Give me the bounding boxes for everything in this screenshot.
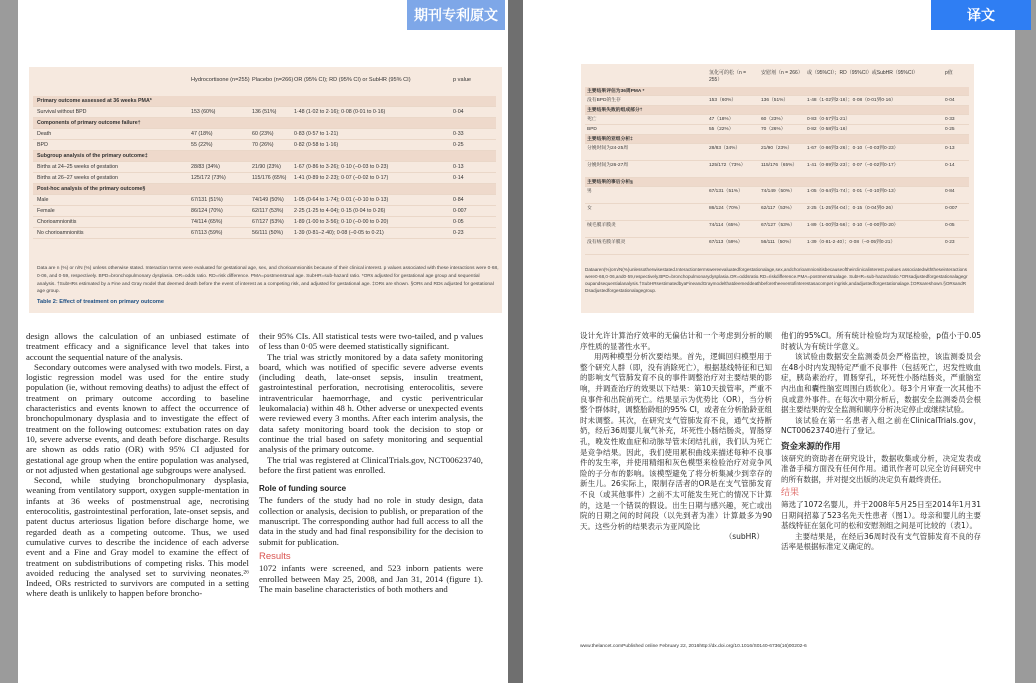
table-row-zh-section xyxy=(585,135,969,144)
table-cell: 70 (26%) xyxy=(252,142,274,148)
translated-table-body xyxy=(585,87,969,255)
table-cell: 0·14 xyxy=(453,175,464,181)
table-cell: 0·82 (0·58 to 1·16) xyxy=(294,142,339,148)
table-cell: 绒毛膜羊膜炎 xyxy=(587,223,616,228)
table-cell: 主要结果评估为36周PMA * xyxy=(587,89,645,94)
table-cell: 62/117（53%） xyxy=(761,206,795,211)
table-cell: 1·67（0·86到3·26）；0·10（–0·03到0·23） xyxy=(807,146,899,151)
table-cell: 0·007 xyxy=(945,206,958,211)
table-row-section xyxy=(33,118,496,129)
paragraph: 设计允许计算治疗效率的无偏估计和一个考虑到分析的顺序性质的显著性水平。 xyxy=(580,331,772,351)
table-cell: 1·89 (1·00 to 3·56); 0·10 (–0·00 to 0·20) xyxy=(294,219,389,225)
table-row-zh xyxy=(585,161,969,178)
table-cell: 136（51%） xyxy=(761,98,789,103)
table-cell: 62/117 (53%) xyxy=(252,208,284,214)
table-cell: 1·05 (0·64 to 1·74); 0·01 (–0·10 to 0·13) xyxy=(294,197,389,203)
table-cell: 死亡 xyxy=(587,117,597,122)
table-cell: BPD xyxy=(37,142,48,148)
paragraph: 该研究的资助者在研究设计，数据收集或分析，决定发表或准备手稿方面没有任何作用。通讯作者可以完全访问研究中的所有数据，并对提交出版的决定负有最终责任。 xyxy=(781,453,981,484)
table-cell: 86/124（70%） xyxy=(709,206,743,211)
table-cell: 55 (22%) xyxy=(191,142,213,148)
table-cell: 74/114（65%） xyxy=(709,223,743,228)
table-row-zh-section xyxy=(585,87,969,96)
table-cell: 153 (60%) xyxy=(191,109,216,115)
table-cell: 153（60%） xyxy=(709,98,737,103)
translated-table-footnote: Dataaren(%)orn/N(%)unlessotherwisestated.Interactiontermswereevaluatedforgestationalage,sex,andchorioamnionitisbecauseoftheirclinicalinterest.pvalues associatedwiththeseinteractionswere0·68,0·06,and0·59,respectively.BPD=bronchopulmonarydysplasia.OR=oddsratio.RD=riskdifference.PMA=postmenstrualage. SubHR=sub-hazardratio.*ORsadjustedforgestationalagegroupandsequentialanalysis.†SubHRsestimatedbyaFineandGraymodelthatdeemeddeathbeforetheeventofinterestasacompet ingrisk,andadjustedforgestationalage.‡ORsareshown.§ORsandRDsadjustedforgestationalagegroup. xyxy=(585,267,968,293)
left-column-b xyxy=(259,331,483,594)
table-row xyxy=(33,107,496,118)
table-row-section xyxy=(33,151,496,162)
table-cell: 0·84 xyxy=(945,189,955,194)
table-cell: 0·25 xyxy=(945,127,955,132)
table-cell: 0·82（0·58到1·16） xyxy=(807,127,851,132)
results-heading: Results xyxy=(259,550,291,562)
paragraph: design allows the calculation of an unbiased estimate of treatment efficacy and a significance level that takes into account the sequential nature of the analysis. xyxy=(26,331,249,362)
table-footnote: Data are n (%) or n/N (%) unless otherwise stated. Interaction terms were evaluated for gestational age, sex, and chorioamnionitis because of their clinical interest. p values associated with these interactions were 0·68, 0·06, and 0·59, respectively. BPD=bronchopulmonary dysplasia. OR=odds ratio. RD=risk difference. PMA=postmenstrual age. SubHR=sub-hazard ratio. *ORs adjusted for gestational age group and sequential analysis. †SubHRs estimated by a Fine and Gray model that deemed death before the event of interest as a competing risk, and adjusted for gestational age. ‡ORs are shown. §ORs and RDs adjusted for gestational age group. xyxy=(37,266,499,295)
table-cell: Death xyxy=(37,131,52,137)
table-row-section xyxy=(33,96,496,107)
table-row-zh xyxy=(585,144,969,161)
table-cell: 28/83 (34%) xyxy=(191,164,220,170)
table-2 xyxy=(29,67,502,313)
table-cell: 2·25（1·25到4·04）；0·15（0·04到0·26） xyxy=(807,206,896,211)
table-cell: 0·04 xyxy=(945,98,955,103)
paragraph: 主要结果是，在经后36周时没有支气管肺发育不良的存活率是根据标准定义确定的。 xyxy=(781,531,981,552)
table-row xyxy=(33,162,496,173)
paragraph: 该试验由数据安全监测委员会严格监控，该监测委员会在48小时内发现特定严重不良事件（包括死亡，迟发性败血症，胰岛素治疗，胃肠穿孔，坏死性小肠结肠炎，严重脑室内出血和囊性脑室周围白质软化）。每3个月审查一次其他不良或意外事件。在每次中期分析后，数据安全监测委员会根据主要结果的安全监测和顺序分析决定停止或继续试验。 xyxy=(781,352,981,415)
table-cell: 0·13 xyxy=(453,164,464,170)
table-cell: 1·41 (0·89 to 2·23); 0·07 (–0·02 to 0·17) xyxy=(294,175,389,181)
table-cell: 主要结果的亚组分析‡ xyxy=(587,137,633,142)
table-cell: 0·33 xyxy=(945,117,955,122)
header-or-zh: 或（95%CI）；RD（95%CI）或SubHR（95%CI） xyxy=(807,70,918,76)
table-caption: Table 2: Effect of treatment on primary outcome xyxy=(37,299,165,305)
table-cell: 60 (23%) xyxy=(252,131,274,137)
table-cell: 67/127 (53%) xyxy=(252,219,284,225)
table-row-zh xyxy=(585,204,969,221)
table-cell: 86/124 (70%) xyxy=(191,208,223,214)
table-row-zh xyxy=(585,125,969,135)
table-cell: Components of primary outcome failure† xyxy=(37,120,141,126)
table-row-section xyxy=(33,184,496,195)
translate-button[interactable]: 译文 xyxy=(931,0,1031,30)
paragraph: 用两种模型分析次要结果。首先，逻辑回归模型用于整个研究人群（即，没有消除死亡），根据基线特征和已知的影响支气管肺发育不良的事件调整治疗对主要结果的影响，并调查治疗的效果以下结果：第10天拔管率，严重不良事件和出院前死亡。结果显示为优势比（OR），当分析整个群体时，调整胎龄组的95% CI，或者在分析胎龄亚组时未调整。其次，在研究支气管肺发育不良，通气支持断奶，经后36周婴儿氧气补充，坏死性小肠结肠炎，胃肠穿孔，晚发性败血症和动脉导管未闭结扎前，我们认为死亡是竞争结果。因此，我们使用累积曲线来描述每种不良事件的发生率，并使用精细和灰色模型来检验治疗对竞争风险的子分布的影响。该模型避免了将分析集减少到幸存的新生儿。26实际上，限制存活者的OR是在支气管肺发育不良（或其他事件）之前不太可能发生死亡的情况下计算的，这是一个错误的假设。出生日期与感兴趣，死亡或出院的日期之间的时间段（以先到者为准）计算最多为90天。这些分析的结果表示为亚风险比 xyxy=(580,352,772,531)
table-row xyxy=(33,173,496,184)
table-cell: 1·41（0·89到2·23）；0·07（–0·02到0·17） xyxy=(807,163,899,168)
table-cell: 0·14 xyxy=(945,163,955,168)
table-cell: Subgroup analysis of the primary outcome‡ xyxy=(37,153,148,159)
paragraph: Secondary outcomes were analysed with two models. First, a logistic regression model was used for the entire study population (ie, without removing deaths) to adjust the effect of treatment on primary outcome according to baseline characteristics and events known to affect the occurrence of bronchopulmonary dysplasia and to investigate the effect of treatment on the following outcomes: extubation rates on day 10, severe adverse events, and death before discharge. Results are shown as odds ratio (OR) with 95% CI adjusted for gestational age group when the entire population was analysed, or not adjusted when gestational age subgroups were analysed. xyxy=(26,361,249,475)
table-cell: 主要结果的事后分析§ xyxy=(587,180,633,185)
table-cell: 28/83（34%） xyxy=(709,146,741,151)
table-cell: 没有绒毛膜羊膜炎 xyxy=(587,240,626,245)
table-row xyxy=(33,140,496,151)
paragraph: 筛选了1072名婴儿，并于2008年5月25日至2014年1月31日期间招募了523名先天性患者（图1）。母亲和婴儿的主要基线特征在氢化可的松和安慰剂组之间是可比较的（表1）。 xyxy=(781,499,981,531)
table-row xyxy=(33,206,496,217)
paragraph: 1072 infants were screened, and 523 inborn patients were enrolled between May 25, 2008, and Jan 31, 2014 (figure 1). The main baseline characteristics of both mothers and xyxy=(259,563,483,594)
table-cell: 分娩时间为24-25周 xyxy=(587,146,629,151)
table-cell: Chorioamnionitis xyxy=(37,219,77,225)
table-cell: 67/113（59%） xyxy=(709,240,743,245)
table-cell: 115/176 (65%) xyxy=(252,175,287,181)
table-cell: 0·83 (0·57 to 1·21) xyxy=(294,131,339,137)
table-cell: Survival without BPD xyxy=(37,109,87,115)
table-cell: BPD xyxy=(587,127,597,132)
table-cell: 74/149（50%） xyxy=(761,189,795,194)
table-cell: 74/149 (50%) xyxy=(252,197,284,203)
table-row-zh-section xyxy=(585,106,969,115)
results-heading-zh: 结果 xyxy=(781,488,800,499)
table-cell: 21/90（23%） xyxy=(761,146,793,151)
table-cell: 男 xyxy=(587,189,592,194)
table-row-zh xyxy=(585,96,969,106)
paragraph: The funders of the study had no role in study design, data collection or analysis, decision to publish, or preparation of the manuscript. The corresponding author had full access to all the data in the study and had final responsibility for the decision to submit for publication. xyxy=(259,495,483,547)
table-cell: 125/172 (73%) xyxy=(191,175,226,181)
paragraph: 该试验在第一名患者入组之前在ClinicalTrials.gov，NCT00623740进行了登记。 xyxy=(781,415,981,436)
table-body xyxy=(33,96,496,239)
funding-heading-zh: 资金来源的作用 xyxy=(781,441,841,452)
table-cell: 1·39 (0·81–2·40); 0·08 (–0·05 to 0·21) xyxy=(294,230,384,236)
table-cell: 1·48 (1·02 to 2·16); 0·08 (0·01 to 0·16) xyxy=(294,109,386,115)
table-row-zh-section xyxy=(585,178,969,187)
table-row xyxy=(33,228,496,239)
table-cell: 主要结果失败的组成部分† xyxy=(587,108,643,113)
table-cell: 2·25 (1·25 to 4·04); 0·15 (0·04 to 0·26) xyxy=(294,208,386,214)
table-cell: 1·05（0·64到1·74）；0·01（–0·10到0·13） xyxy=(807,189,899,194)
paragraph: Second, while studying bronchopulmonary dysplasia, weaning from ventilatory support, oxygen supple-mentation in infants at 36 weeks of postmenstrual age, necrotising enterocolitis, gastrointestinal perforation, late-onset sepsis, and patent ductus arteriosus ligation before discharge home, we regarded death as a competing outcome. Thus, we used cumulative curves to describe the incidence of each adverse event and a Fine and Gray model to examine the effect of treatment on subdistributions of competing risks. This model avoided reducing the analysed set to surviving neonates.²⁶ Indeed, ORs restricted to survivors are computed in a setting where death is unlikely to happen before broncho- xyxy=(26,475,249,599)
table-cell: Female xyxy=(37,208,55,214)
table-cell: 136 (51%) xyxy=(252,109,277,115)
right-column-a xyxy=(580,331,772,543)
header-placebo: Placebo (n=266) xyxy=(252,77,294,83)
table-cell: 0·84 xyxy=(453,197,464,203)
table-cell: 没有BPD的生存 xyxy=(587,98,621,103)
table-row-zh xyxy=(585,238,969,255)
table-cell: 0·33 xyxy=(453,131,464,137)
paragraph: The trial was registered at ClinicalTrials.gov, NCT00623740, before the first patient was enrolled. xyxy=(259,454,483,475)
table-cell: 0·23 xyxy=(945,240,955,245)
page-gutter xyxy=(508,0,523,683)
table-cell: 56/111 (50%) xyxy=(252,230,284,236)
table-row xyxy=(33,217,496,228)
original-page xyxy=(18,0,508,683)
table-cell: 0·83（0·57到1·21） xyxy=(807,117,851,122)
table-cell: 47（18%） xyxy=(709,117,734,122)
paragraph: 他们的95%CI。所有统计检验均为双尾检验，p值小于0.05时被认为有统计学意义。 xyxy=(781,331,981,351)
table-row-zh xyxy=(585,221,969,238)
table-row xyxy=(33,129,496,140)
table-cell: 1·39（0·81-2·40）；0·08（–0·05到0·21） xyxy=(807,240,896,245)
table-row-zh xyxy=(585,115,969,125)
table-cell: Births at 26–27 weeks of gestation xyxy=(37,175,118,181)
paragraph: （subHR） xyxy=(724,532,764,542)
original-text-button[interactable]: 期刊专利原文 xyxy=(407,0,505,30)
funding-heading: Role of funding source xyxy=(259,484,347,494)
table-cell: 分娩时间为26-27周 xyxy=(587,163,629,168)
table-cell: 1·89（1·00到3·56）；0·10（–0·00到0·20） xyxy=(807,223,899,228)
left-column-a xyxy=(26,331,249,599)
table-cell: 70（26%） xyxy=(761,127,786,132)
header-hydrocortisone: Hydrocortisone (n=255) xyxy=(191,77,250,83)
table-cell: 60（23%） xyxy=(761,117,786,122)
translated-page xyxy=(523,0,1015,683)
table-cell: 21/90 (23%) xyxy=(252,164,281,170)
header-or: OR (95% CI); RD (95% CI) or SubHR (95% CI) xyxy=(294,77,411,83)
header-p-value: p value xyxy=(453,77,472,83)
table-cell: 47 (18%) xyxy=(191,131,213,137)
table-cell: 0·04 xyxy=(453,109,464,115)
table-cell: 1·48（1·02到2·16）；0·08（0·01到0·16） xyxy=(807,98,896,103)
right-column-b xyxy=(781,331,981,553)
table-cell: 67/113 (59%) xyxy=(191,230,223,236)
table-cell: 67/131 (51%) xyxy=(191,197,223,203)
table-cell: Primary outcome assessed at 36 weeks PMA* xyxy=(37,98,152,104)
header-hydrocortisone-zh: 氢化可的松（n = 255） xyxy=(709,70,747,83)
table-cell: 74/114 (65%) xyxy=(191,219,223,225)
table-cell: Post-hoc analysis of the primary outcome§ xyxy=(37,186,146,192)
paragraph: their 95% CIs. All statistical tests were two-tailed, and p values of less than 0·05 were deemed statistically significant. xyxy=(259,331,483,352)
table-cell: Births at 24–25 weeks of gestation xyxy=(37,164,118,170)
table-cell: 0·007 xyxy=(453,208,467,214)
translated-table xyxy=(581,64,974,313)
table-cell: 56/111（50%） xyxy=(761,240,795,245)
header-placebo-zh: 安慰剂（n = 266） xyxy=(761,70,803,76)
table-cell: 125/172（73%） xyxy=(709,163,746,168)
paragraph: The trial was strictly monitored by a data safety monitoring board, which was notified of specific severe adverse events (including death, late-onset sepsis, insulin treatment, gastrointestinal perforation, necrotising enterocolitis, severe intraventricular haemorrhage, and cystic periventricular leukomalacia) within 48 h. Other adverse or unexpected events were reviewed every 3 months. After each interim analysis, the data safety monitoring board took the decision to stop or continue the trial based on safety monitoring and sequential analysis of the primary outcome. xyxy=(259,351,483,455)
table-cell: Male xyxy=(37,197,49,203)
table-cell: 0·05 xyxy=(453,219,464,225)
table-cell: 0·05 xyxy=(945,223,955,228)
table-cell: 55（22%） xyxy=(709,127,734,132)
table-cell: 0·13 xyxy=(945,146,955,151)
table-cell: 0·23 xyxy=(453,230,464,236)
table-cell: 0·25 xyxy=(453,142,464,148)
table-cell: 115/176（65%） xyxy=(761,163,798,168)
table-row xyxy=(33,195,496,206)
table-cell: No chorioamnionitis xyxy=(37,230,84,236)
table-cell: 女 xyxy=(587,206,592,211)
table-cell: 67/131（51%） xyxy=(709,189,743,194)
table-cell: 67/127（53%） xyxy=(761,223,795,228)
table-cell: 1·67 (0·86 to 3·26); 0·10 (–0·03 to 0·23) xyxy=(294,164,389,170)
table-row-zh xyxy=(585,187,969,204)
header-p-value-zh: p值 xyxy=(945,70,953,76)
footer-url: www.thelancet.comPublished online February 22, 2016http://dx.doi.org/10.1016/S0140-6736(16)00202-6 xyxy=(580,644,807,649)
